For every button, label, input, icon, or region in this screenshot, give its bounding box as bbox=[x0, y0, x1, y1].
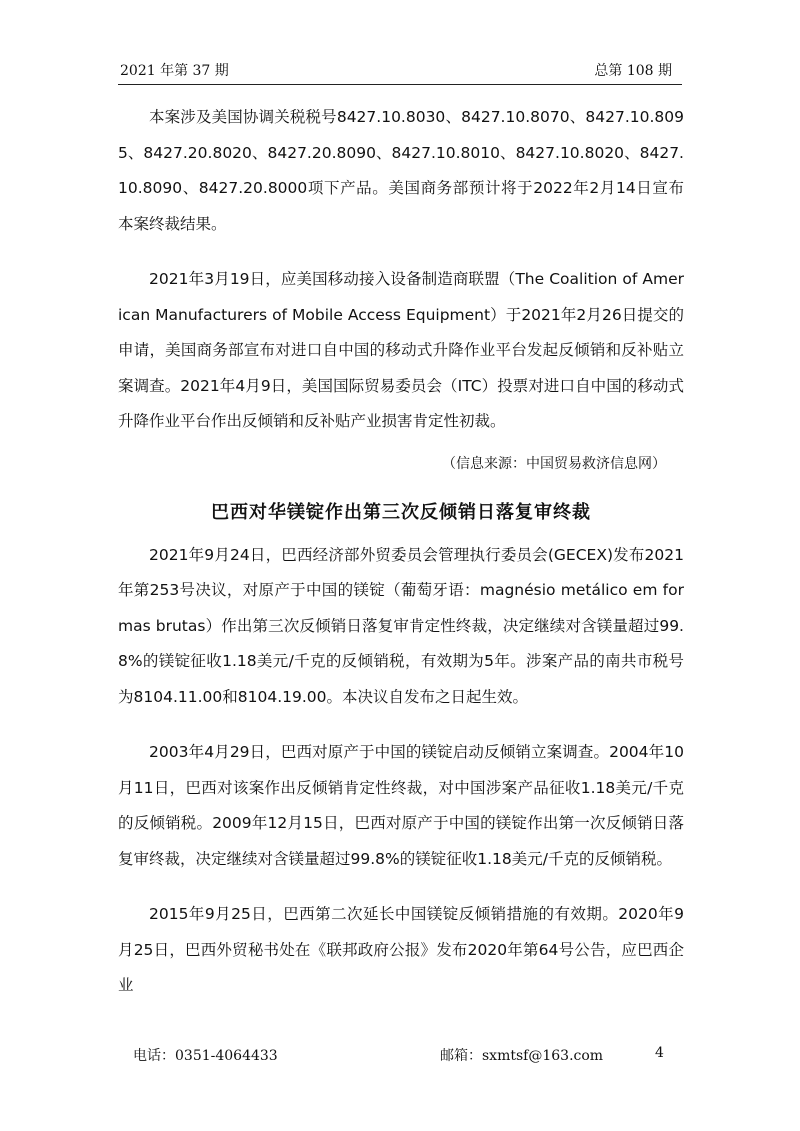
paragraph: 本案涉及美国协调关税税号8427.10.8030、8427.10.8070、8427.10.8095、8427.20.8020、8427.20.8090、8427.10.8010、8427.10.8020、8427.10.8090、8427.20.8000项下产品。美国商务部预计将于2022年2月14日宣布本案终裁结果。 bbox=[118, 108, 684, 233]
paragraph: 2021年3月19日，应美国移动接入设备制造商联盟（The Coalition of American Manufacturers of Mobile Access Equipment）于2021年2月26日提交的申请，美国商务部宣布对进口自中国的移动式升降作业平台发起反倾销和反补贴立案调查。2021年4月9日，美国国际贸易委员会（ITC）投票对进口自中国的移动式升降作业平台作出反倾销和反补贴产业损害肯定性初裁。 bbox=[118, 270, 684, 430]
footer-phone: 电话：0351-4064433 bbox=[133, 1048, 278, 1064]
total-issue-number: 总第 108 期 bbox=[594, 63, 672, 79]
paragraph: 2021年9月24日，巴西经济部外贸委员会管理执行委员会(GECEX)发布2021年第253号决议，对原产于中国的镁锭（葡萄牙语：magnésio metálico em formas brutas）作出第三次反倾销日落复审肯定性终裁，决定继续对含镁量超过99.8%的镁锭征收1.18美元/千克的反倾销税，有效期为5年。涉案产品的南共市税号为8104.11.00和8104.19.00。本决议自发布之日起生效。 bbox=[118, 545, 684, 706]
page-header bbox=[118, 58, 682, 85]
page-number: 4 bbox=[655, 1045, 664, 1061]
paragraph: 2003年4月29日，巴西对原产于中国的镁锭启动反倾销立案调查。2004年10月11日，巴西对该案作出反倾销肯定性终裁，对中国涉案产品征收1.18美元/千克的反倾销税。2009年12月15日，巴西对原产于中国的镁锭作出第一次反倾销日落复审终裁，决定继续对含镁量超过99.8%的镁锭征收1.18美元/千克的反倾销税。 bbox=[118, 743, 684, 868]
paragraph: 2015年9月25日，巴西第二次延长中国镁锭反倾销措施的有效期。2020年9月25日，巴西外贸秘书处在《联邦政府公报》发布2020年第64号公告，应巴西企业 bbox=[118, 905, 684, 994]
issue-number: 2021 年第 37 期 bbox=[120, 63, 229, 79]
article-title: 巴西对华镁锭作出第三次反倾销日落复审终裁 bbox=[211, 501, 591, 523]
footer-email: 邮箱：sxmtsf@163.com bbox=[440, 1048, 604, 1064]
source-note: （信息来源：中国贸易救济信息网） bbox=[442, 455, 666, 472]
document-body bbox=[118, 100, 684, 1024]
